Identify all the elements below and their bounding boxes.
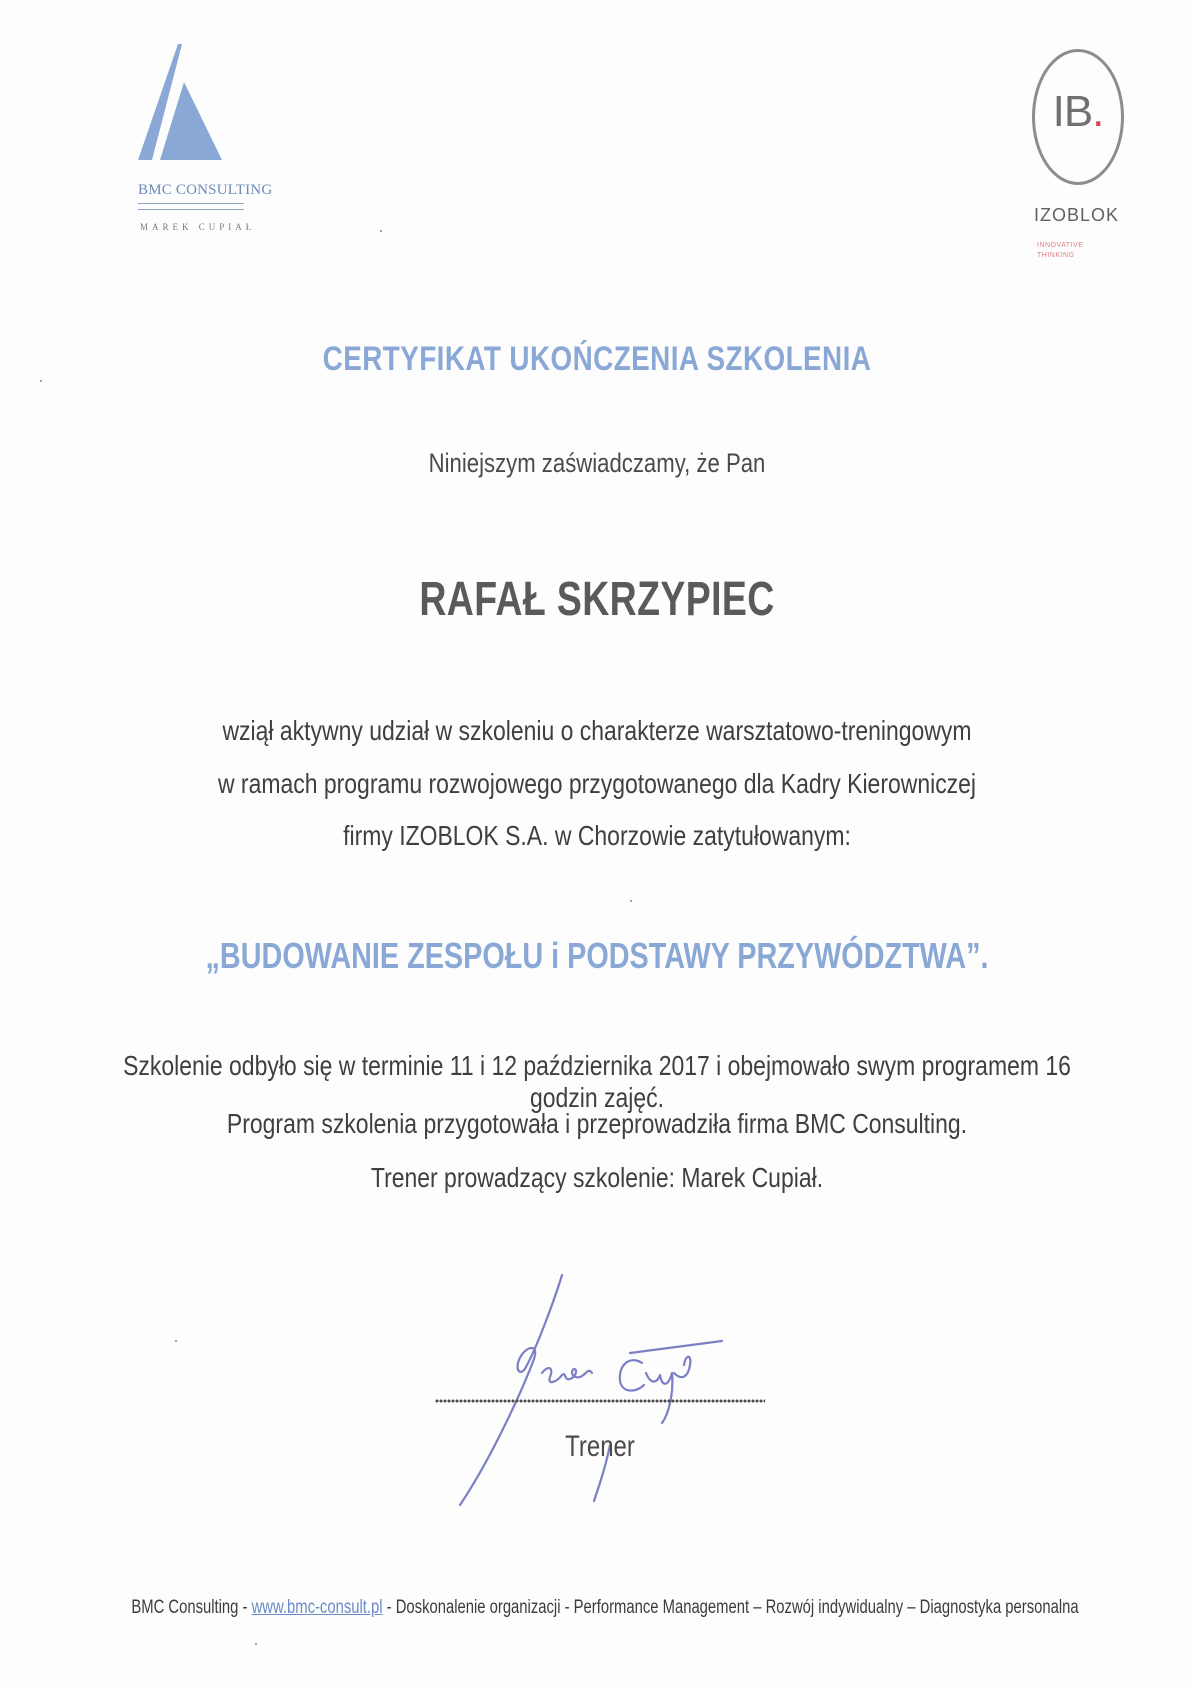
footer-services: - Doskonalenie organizacji - Performance Management – Rozwój indywidualny – Diagnostyka personalna: [382, 1597, 1079, 1618]
trainer-signature: [430, 1255, 750, 1515]
recipient-name: RAFAŁ SKRZYPIEC: [419, 573, 775, 626]
triangle-sail-icon: [130, 40, 260, 180]
izoblok-tagline-1: INNOVATIVE: [1037, 242, 1084, 249]
course-title: „BUDOWANIE ZESPOŁU i PODSTAWY PRZYWÓDZTWA”.: [205, 935, 989, 976]
scan-speck: [630, 900, 632, 902]
footer-website-link[interactable]: www.bmc-consult.pl: [251, 1597, 383, 1618]
bmc-consulting-logo: [130, 40, 273, 240]
scan-speck: [380, 230, 382, 232]
izoblok-logo: [1020, 45, 1140, 275]
detail-line-1: Szkolenie odbyło się w terminie 11 i 12 października 2017 i obejmowało swym programem 16 godzin zajęć.: [123, 1050, 1071, 1113]
certificate-title: CERTYFIKAT UKOŃCZENIA SZKOLENIA: [322, 340, 872, 378]
detail-line-2: Program szkolenia przygotowała i przeprowadziła firma BMC Consulting.: [226, 1108, 968, 1139]
bmc-logo-person: MAREK CUPIAŁ: [140, 222, 256, 232]
body-line-2: w ramach programu rozwojowego przygotowanego dla Kadry Kierowniczej: [217, 768, 977, 799]
footer: [131, 1597, 1079, 1619]
scan-speck: [255, 1643, 257, 1645]
izoblok-tagline: [1037, 241, 1083, 261]
scan-speck: [175, 1340, 177, 1342]
footer-company: BMC Consulting: [131, 1597, 239, 1618]
bmc-logo-rule: [138, 203, 244, 210]
bmc-logo-name: BMC CONSULTING: [138, 182, 273, 198]
body-line-1: wziął aktywny udział w szkoleniu o charakterze warsztatowo-treningowym: [222, 715, 972, 746]
signature-dotted-line: [435, 1397, 765, 1405]
ib-dot: .: [1092, 87, 1104, 136]
detail-line-3: Trener prowadzący szkolenie: Marek Cupiał.: [370, 1162, 824, 1193]
ib-letters: IB: [1052, 87, 1093, 136]
signature-label: Trener: [565, 1430, 635, 1463]
footer-separator: -: [238, 1597, 252, 1618]
certificate-intro: Niniejszym zaświadczamy, że Pan: [428, 448, 766, 478]
izoblok-tagline-2: THINKING: [1037, 252, 1075, 259]
ib-monogram: [1032, 87, 1124, 137]
body-line-3: firmy IZOBLOK S.A. w Chorzowie zatytułowanym:: [343, 820, 851, 851]
izoblok-name: IZOBLOK: [1034, 205, 1120, 225]
scan-speck: [40, 380, 42, 382]
